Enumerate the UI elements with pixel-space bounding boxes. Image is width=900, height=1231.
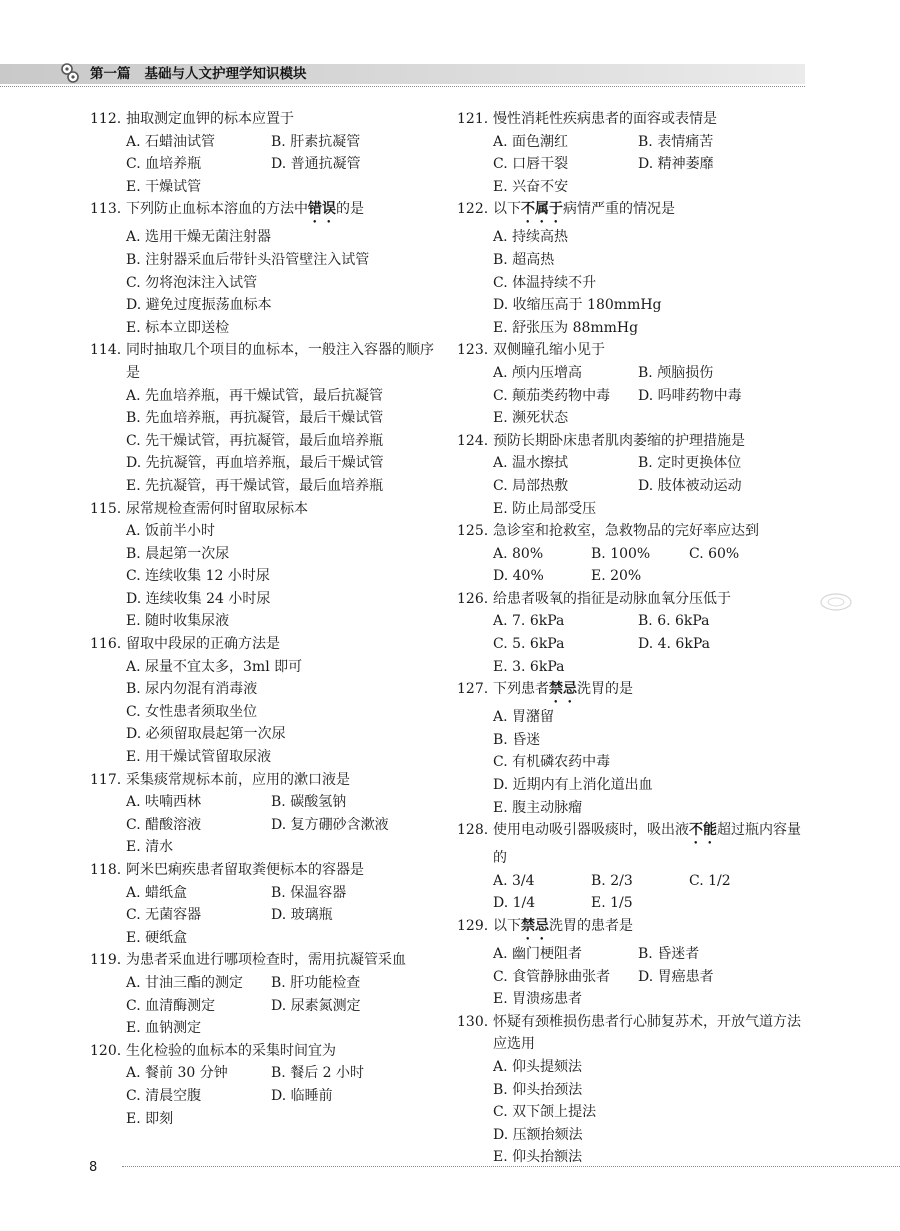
answer-option: A. 呋喃西林: [126, 794, 202, 811]
answer-option: C. 无菌容器: [126, 907, 202, 924]
question-number: 121.: [457, 111, 489, 127]
answer-option: B. 2/3: [591, 872, 633, 889]
emphasized-keyword: 不能: [689, 822, 717, 839]
answer-option-row: [90, 1062, 435, 1085]
answer-option: D. 普通抗凝管: [271, 156, 361, 173]
question-stem: [90, 108, 435, 131]
answer-option: B. 肝功能检查: [271, 974, 361, 991]
running-header: [90, 64, 307, 84]
answer-option: E. 仰头抬额法: [493, 1149, 583, 1166]
answer-option: E. 用干燥试管留取尿液: [126, 749, 272, 766]
header-divider: [0, 86, 805, 87]
answer-option: D. 连续收集 24 小时尿: [126, 590, 271, 607]
question-item: [457, 678, 802, 819]
answer-option: A. 颅内压增高: [493, 364, 583, 381]
answer-option-row: [457, 870, 802, 893]
question-item: [457, 915, 802, 1011]
question-item: [457, 108, 802, 198]
answer-option: E. 1/5: [591, 895, 633, 912]
answer-option: B. 昏迷者: [638, 946, 700, 962]
answer-option: C. 连续收集 12 小时尿: [126, 568, 270, 585]
answer-option: C. 勿将泡沫注入试管: [126, 274, 258, 291]
answer-option: A. 胃潴留: [493, 709, 555, 726]
answer-option: A. 3/4: [493, 872, 535, 889]
answer-option: A. 仰头提颏法: [493, 1058, 583, 1075]
emphasized-keyword: 禁忌: [549, 681, 577, 698]
right-column: [457, 108, 802, 1169]
answer-option: D. 近期内有上消化道出血: [493, 777, 653, 794]
answer-option: B. 尿内勿混有消毒液: [126, 681, 258, 698]
answer-option: D. 先抗凝管，再血培养瓶，最后干燥试管: [126, 455, 384, 472]
question-text: 下列防止血标本溶血的方法中错误的是: [126, 201, 364, 218]
answer-option-row: [457, 543, 802, 566]
question-stem: [90, 859, 435, 882]
answer-option: B. 仰头抬颈法: [493, 1081, 583, 1098]
answer-option-row: [90, 972, 435, 995]
question-item: [457, 520, 802, 588]
answer-option: E. 干燥试管: [126, 178, 202, 195]
question-number: 128.: [457, 822, 489, 839]
question-item: [90, 769, 435, 859]
answer-option: E. 标本立即送检: [126, 319, 230, 336]
answer-option-row: [90, 904, 435, 927]
answer-option: E. 血钠测定: [126, 1020, 202, 1037]
answer-option: C. 清晨空腹: [126, 1087, 202, 1104]
answer-option: A. 蜡纸盒: [126, 884, 188, 901]
question-number: 120.: [90, 1042, 122, 1059]
question-text: 生化检验的血标本的采集时间宜为: [126, 1042, 336, 1059]
answer-option-row: [457, 385, 802, 408]
answer-option: A. 饭前半小时: [126, 523, 216, 540]
question-text: 留取中段尿的正确方法是: [126, 636, 280, 653]
answer-option: D. 压额抬颏法: [493, 1126, 583, 1143]
question-number: 125.: [457, 523, 489, 540]
question-number: 116.: [90, 636, 122, 653]
answer-option-row: [457, 475, 802, 498]
answer-option-row: [457, 131, 802, 154]
header-part: 第一篇: [90, 66, 131, 82]
question-number: 118.: [90, 862, 122, 878]
question-item: [457, 1011, 802, 1169]
answer-option: B. 晨起第一次尿: [126, 545, 230, 562]
answer-option: A. 7. 6kPa: [493, 613, 565, 630]
question-item: [457, 339, 802, 429]
answer-option: B. 注射器采血后带针头沿管壁注入试管: [126, 251, 370, 268]
question-stem: [457, 339, 802, 362]
question-number: 124.: [457, 432, 489, 449]
answer-option: E. 即刻: [126, 1110, 174, 1127]
question-text: 阿米巴痢疾患者留取粪便标本的容器是: [126, 862, 364, 878]
answer-option: C. 女性患者须取坐位: [126, 703, 258, 720]
answer-option: B. 定时更换体位: [638, 455, 742, 472]
emphasized-keyword: 错误: [308, 201, 336, 218]
question-number: 122.: [457, 201, 489, 218]
answer-option: C. 血清酶测定: [126, 997, 216, 1014]
answer-option: C. 口唇干裂: [493, 156, 569, 173]
answer-option: B. 100%: [591, 545, 651, 562]
answer-option: A. 尿量不宜太多，3ml 即可: [126, 658, 303, 675]
answer-option: A. 先血培养瓶，再干燥试管，最后抗凝管: [126, 387, 384, 404]
answer-option-row: [457, 943, 802, 966]
question-item: [90, 108, 435, 198]
question-number: 115.: [90, 500, 122, 517]
question-text: 尿常规检查需何时留取尿标本: [126, 500, 308, 517]
answer-option: B. 超高热: [493, 251, 555, 268]
answer-option: C. 60%: [689, 545, 740, 562]
answer-option: C. 血培养瓶: [126, 156, 202, 173]
answer-option: E. 先抗凝管，再干燥试管，最后血培养瓶: [126, 477, 384, 494]
question-stem: [457, 678, 802, 706]
answer-option: B. 表情痛苦: [638, 133, 714, 150]
question-item: [90, 633, 435, 769]
answer-option: B. 颅脑损伤: [638, 364, 714, 381]
question-text: 采集痰常规标本前，应用的漱口液是: [126, 771, 350, 788]
question-item: [457, 430, 802, 520]
answer-option: A. 幽门梗阻者: [493, 946, 583, 962]
question-number: 113.: [90, 201, 122, 218]
answer-option: B. 保温容器: [271, 884, 347, 901]
question-stem: [90, 498, 435, 521]
answer-option-row: [90, 995, 435, 1018]
answer-option-row: [457, 153, 802, 176]
answer-option: A. 面色潮红: [493, 133, 569, 150]
answer-option: C. 局部热敷: [493, 477, 569, 494]
question-text: 给患者吸氧的指征是动脉血氧分压低于: [493, 590, 731, 607]
answer-option: A. 持续高热: [493, 229, 569, 246]
answer-option: D. 收缩压高于 180mmHg: [493, 297, 662, 314]
answer-option: E. 3. 6kPa: [493, 658, 565, 675]
answer-option: D. 必须留取晨起第一次尿: [126, 726, 286, 743]
answer-option: D. 玻璃瓶: [271, 907, 333, 924]
answer-option-row: [457, 452, 802, 475]
question-text: 预防长期卧床患者肌肉萎缩的护理措施是: [493, 432, 745, 449]
answer-option: C. 1/2: [689, 872, 731, 889]
question-number: 130.: [457, 1013, 489, 1030]
answer-option: B. 碳酸氢钠: [271, 794, 347, 811]
answer-option: D. 40%: [493, 568, 544, 585]
answer-option-row: [457, 966, 802, 989]
answer-option: A. 甘油三酯的测定: [126, 974, 244, 991]
question-number: 112.: [90, 111, 122, 127]
question-text: 下列患者禁忌洗胃的是: [493, 681, 633, 698]
question-text: 使用电动吸引器吸痰时，吸出液不能超过瓶内容量的: [493, 822, 801, 867]
answer-option: D. 吗啡药物中毒: [638, 387, 742, 404]
answer-option-row: [90, 791, 435, 814]
answer-option: C. 双下颌上提法: [493, 1104, 597, 1121]
question-number: 114.: [90, 342, 122, 359]
answer-option: B. 餐后 2 小时: [271, 1065, 364, 1082]
question-text: 急诊室和抢救室，急救物品的完好率应达到: [493, 523, 759, 540]
question-stem: [457, 588, 802, 611]
answer-option-row: [90, 1085, 435, 1108]
answer-option: C. 醋酸溶液: [126, 816, 202, 833]
answer-option: A. 餐前 30 分钟: [126, 1065, 228, 1082]
question-stem: [90, 198, 435, 226]
footer-divider: [122, 1166, 900, 1167]
answer-option: B. 肝素抗凝管: [271, 133, 361, 150]
side-watermark-icon: [818, 592, 854, 612]
answer-option: E. 随时收集尿液: [126, 613, 230, 630]
answer-option: D. 4. 6kPa: [638, 636, 710, 653]
question-stem: [457, 520, 802, 543]
answer-option: D. 尿素氮测定: [271, 997, 361, 1014]
answer-option: D. 复方硼砂含漱液: [271, 816, 389, 833]
answer-option: E. 20%: [591, 568, 642, 585]
left-column: [90, 108, 435, 1130]
answer-option: D. 1/4: [493, 895, 536, 912]
question-text: 抽取测定血钾的标本应置于: [126, 111, 294, 127]
answer-option-row: [90, 153, 435, 176]
emphasized-keyword: 不属于: [521, 201, 563, 218]
page-number: 8: [89, 1160, 98, 1175]
answer-option: E. 硬纸盒: [126, 929, 188, 946]
answer-option: A. 石蜡油试管: [126, 133, 216, 150]
emphasized-keyword: 禁忌: [521, 918, 549, 934]
question-item: [457, 588, 802, 678]
answer-option: D. 胃癌患者: [638, 968, 714, 985]
question-number: 119.: [90, 952, 122, 969]
question-item: [90, 1040, 435, 1130]
question-item: [90, 859, 435, 949]
answer-option: E. 濒死状态: [493, 410, 569, 427]
question-number: 117.: [90, 771, 122, 788]
question-stem: [457, 1011, 802, 1056]
question-stem: [90, 1040, 435, 1063]
answer-option: E. 兴奋不安: [493, 178, 569, 195]
answer-option-row: [90, 131, 435, 154]
question-text: 怀疑有颈椎损伤患者行心肺复苏术，开放气道方法应选用: [493, 1013, 801, 1053]
answer-option: A. 80%: [493, 545, 544, 562]
answer-option: E. 防止局部受压: [493, 500, 597, 517]
question-text: 同时抽取几个项目的血标本，一般注入容器的顺序是: [126, 342, 434, 381]
answer-option: D. 避免过度振荡血标本: [126, 297, 272, 314]
answer-option: D. 肢体被动运动: [638, 477, 742, 494]
question-number: 126.: [457, 590, 489, 607]
answer-option: C. 颠茄类药物中毒: [493, 387, 611, 404]
answer-option-row: [457, 892, 802, 915]
answer-option: E. 清水: [126, 839, 174, 856]
question-number: 129.: [457, 918, 489, 934]
answer-option: A. 温水擦拭: [493, 455, 569, 472]
question-stem: [90, 949, 435, 972]
answer-option: C. 先干燥试管，再抗凝管，最后血培养瓶: [126, 432, 384, 449]
question-stem: [457, 430, 802, 453]
question-number: 127.: [457, 681, 489, 698]
header-title: 基础与人文护理学知识模块: [144, 66, 307, 82]
answer-option-row: [457, 610, 802, 633]
question-stem: [90, 633, 435, 656]
answer-option-row: [90, 882, 435, 905]
answer-option: C. 食管静脉曲张者: [493, 968, 611, 985]
question-number: 123.: [457, 342, 489, 359]
answer-option-row: [457, 362, 802, 385]
question-stem: [90, 769, 435, 792]
answer-option: E. 腹主动脉瘤: [493, 799, 583, 816]
answer-option: B. 昏迷: [493, 731, 541, 748]
question-stem: [457, 108, 802, 131]
answer-option: D. 精神萎靡: [638, 156, 714, 173]
answer-option-row: [457, 565, 802, 588]
question-stem: [457, 819, 802, 870]
question-text: 以下不属于病情严重的情况是: [493, 201, 675, 218]
answer-option: D. 临睡前: [271, 1087, 333, 1104]
question-item: [90, 498, 435, 634]
book-logo-icon: [58, 60, 82, 88]
question-item: [90, 198, 435, 339]
question-stem: [90, 339, 435, 384]
question-stem: [457, 198, 802, 226]
answer-option-row: [457, 633, 802, 656]
question-text: 双侧瞳孔缩小见于: [493, 342, 605, 359]
question-item: [90, 339, 435, 497]
answer-option: E. 舒张压为 88mmHg: [493, 319, 639, 336]
answer-option: C. 有机磷农药中毒: [493, 754, 611, 771]
question-text: 慢性消耗性疾病患者的面容或表情是: [493, 111, 717, 127]
question-item: [90, 949, 435, 1039]
question-text: 以下禁忌洗胃的患者是: [493, 918, 633, 934]
question-item: [457, 198, 802, 339]
answer-option: A. 选用干燥无菌注射器: [126, 229, 272, 246]
answer-option: E. 胃溃疡患者: [493, 991, 583, 1008]
answer-option: B. 6. 6kPa: [638, 613, 710, 630]
answer-option: B. 先血培养瓶，再抗凝管，最后干燥试管: [126, 410, 384, 427]
answer-option: C. 5. 6kPa: [493, 636, 565, 653]
question-text: 为患者采血进行哪项检查时，需用抗凝管采血: [126, 952, 406, 969]
question-stem: [457, 915, 802, 943]
answer-option: C. 体温持续不升: [493, 274, 597, 291]
question-item: [457, 819, 802, 915]
answer-option-row: [90, 814, 435, 837]
